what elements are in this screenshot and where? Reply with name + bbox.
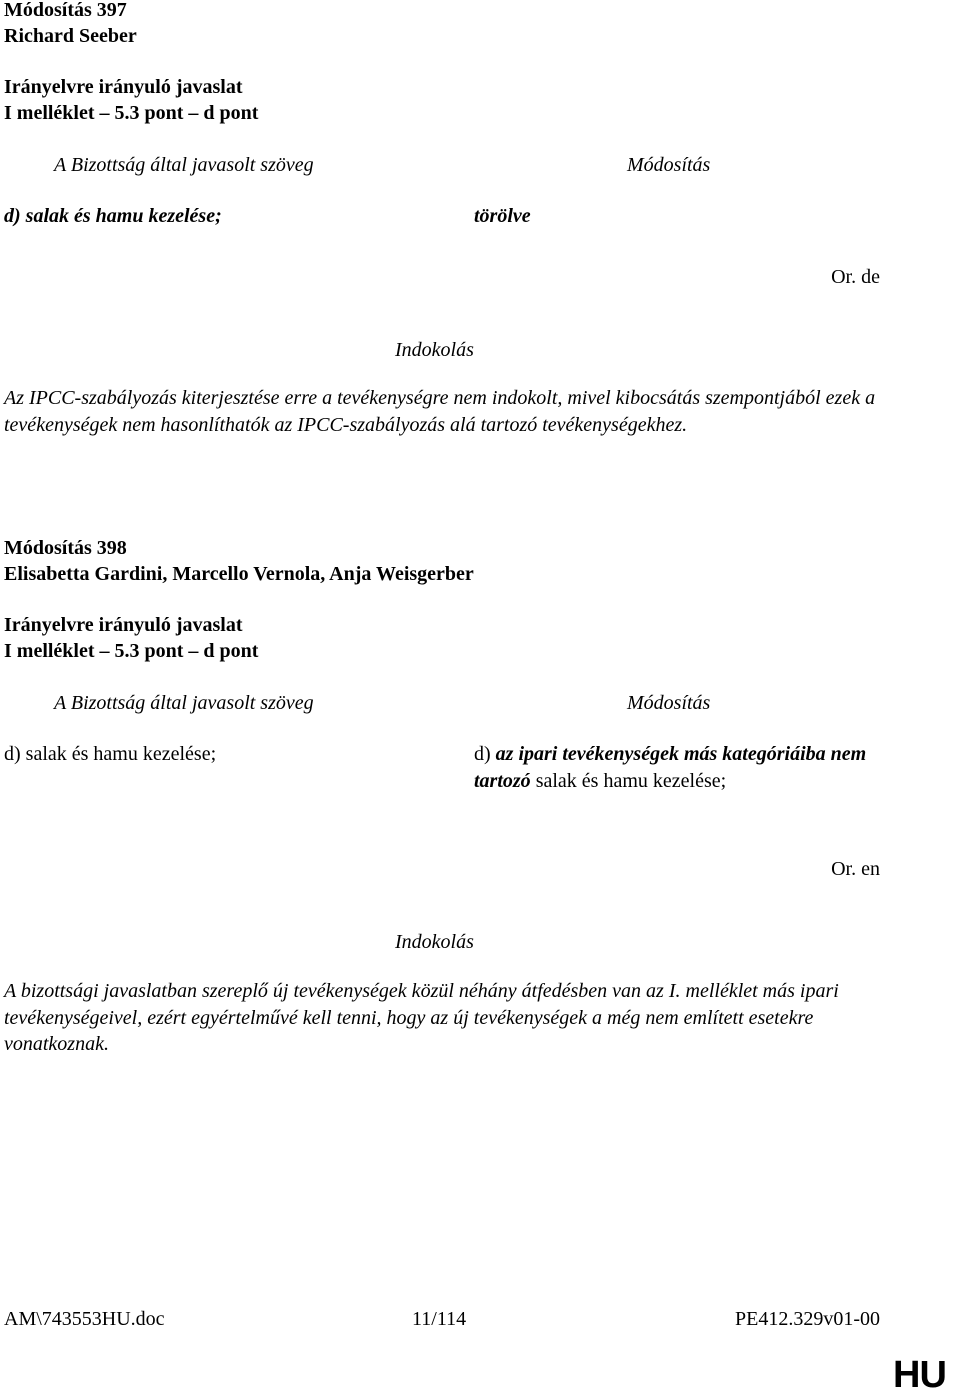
justification-text: A bizottsági javaslatban szereplő új tevékenységek közül néhány átfedésben van az I. melléklet más ipari tevékenységeivel, ezért egyértelművé kell tenni, hogy az új tevékenységek a még nem említett esetekre vonatkoznak. — [4, 980, 839, 1055]
amendment-authors: Elisabetta Gardini, Marcello Vernola, Anja Weisgerber — [4, 563, 474, 585]
amendment-title: Módosítás 398 — [4, 537, 127, 559]
original-language: Or. de — [831, 266, 880, 288]
amendment-text: törölve — [474, 205, 531, 227]
amendment-column-header: Módosítás — [627, 154, 711, 176]
reference-label: I melléklet – 5.3 pont – d pont — [4, 640, 259, 662]
commission-column-header: A Bizottság által javasolt szöveg — [54, 154, 314, 176]
amendment-title: Módosítás 397 — [4, 0, 127, 21]
footer-page-number: 11/114 — [412, 1308, 467, 1330]
amendment-prefix: d) — [474, 743, 496, 765]
original-language: Or. en — [831, 858, 880, 880]
proposal-label: Irányelvre irányuló javaslat — [4, 614, 243, 636]
footer-pe-ref: PE412.329v01-00 — [735, 1308, 880, 1330]
amendment-inserted-text: az ipari tevékenységek más kategóriáiba nem tartozó — [474, 743, 867, 792]
justification-header: Indokolás — [395, 931, 474, 953]
justification-header: Indokolás — [395, 339, 474, 361]
language-badge: HU — [893, 1354, 946, 1396]
commission-text: d) salak és hamu kezelése; — [4, 205, 222, 227]
commission-text: d) salak és hamu kezelése; — [4, 743, 217, 765]
reference-label: I melléklet – 5.3 pont – d pont — [4, 102, 259, 124]
commission-column-header: A Bizottság által javasolt szöveg — [54, 692, 314, 714]
amendment-column-header: Módosítás — [627, 692, 711, 714]
justification-text: Az IPCC-szabályozás kiterjesztése erre a tevékenységre nem indokolt, mivel kibocsátás szempontjából ezek a tevékenységek nem hasonlíthatók az IPCC-szabályozás alá tartozó tevékenységekhez. — [4, 387, 876, 436]
amendment-suffix: salak és hamu kezelése; — [530, 769, 727, 792]
proposal-label: Irányelvre irányuló javaslat — [4, 76, 243, 98]
amendment-text — [474, 741, 874, 794]
footer-doc-ref: AM\743553HU.doc — [4, 1308, 165, 1330]
amendment-authors: Richard Seeber — [4, 25, 137, 47]
